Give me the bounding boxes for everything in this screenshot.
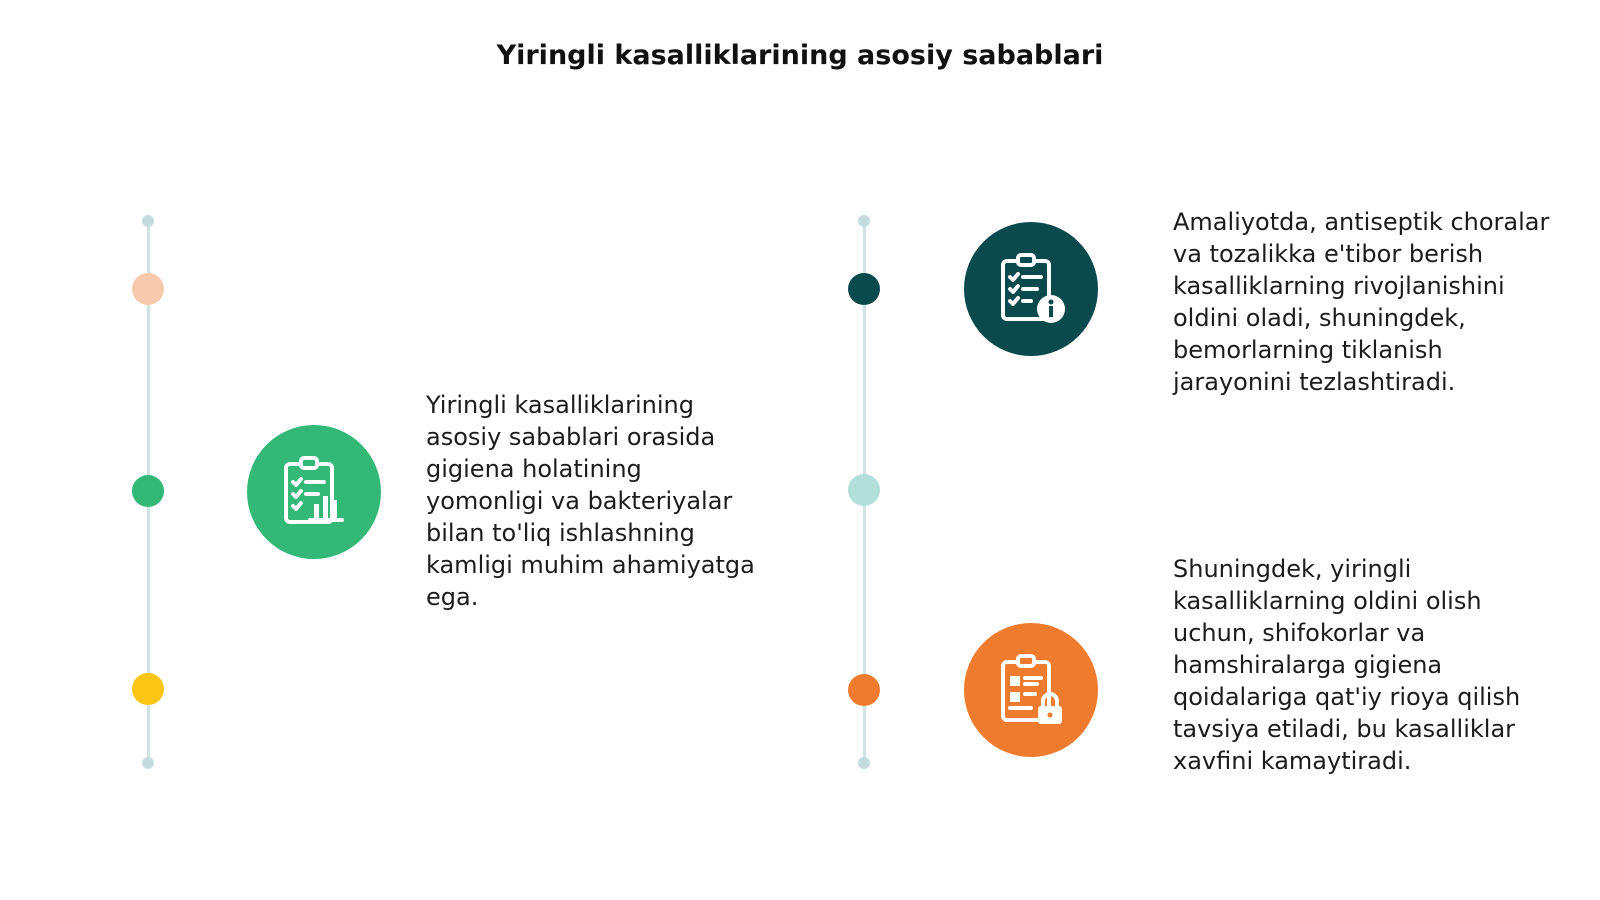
item-text-antiseptic-measures: Amaliyotda, antiseptik choralar va tozalikka e'tibor berish kasalliklarning rivojlanishini oldini oladi, shuningdek, bemorlarning tiklanish jarayonini tezlashtiradi. — [1173, 208, 1550, 396]
timeline-dot-green — [132, 475, 164, 507]
timeline-endcap-bottom-left — [142, 757, 154, 769]
clipboard-info-badge — [964, 222, 1098, 356]
item-text-hygiene-causes: Yiringli kasalliklarining asosiy sabablari orasida gigiena holatining yomonligi va bakteriyalar bilan to'liq ishlashning kamligi muhim ahamiyatga ega. — [426, 391, 755, 611]
timeline-dot-peach — [132, 273, 164, 305]
timeline-endcap-top-left — [142, 215, 154, 227]
timeline-dot-dark-teal — [848, 273, 880, 305]
page-title: Yiringli kasalliklarining asosiy sabablari — [496, 40, 1104, 71]
timeline-endcap-bottom-right — [858, 757, 870, 769]
timeline-endcap-top-right — [858, 215, 870, 227]
timeline-dot-yellow — [132, 673, 164, 705]
clipboard-chart-icon — [274, 452, 354, 532]
timeline-dot-light-teal — [848, 474, 880, 506]
item-text-prevention-rules: Shuningdek, yiringli kasalliklarning oldini olish uchun, shifokorlar va hamshiralarga gigiena qoidalariga qat'iy rioya qilish tavsiya etiladi, bu kasalliklar xavfini kamaytiradi. — [1173, 555, 1521, 775]
clipboard-lock-icon — [991, 650, 1071, 730]
clipboard-chart-badge — [247, 425, 381, 559]
timeline-dot-orange — [848, 674, 880, 706]
clipboard-lock-badge — [964, 623, 1098, 757]
clipboard-info-icon — [991, 249, 1071, 329]
